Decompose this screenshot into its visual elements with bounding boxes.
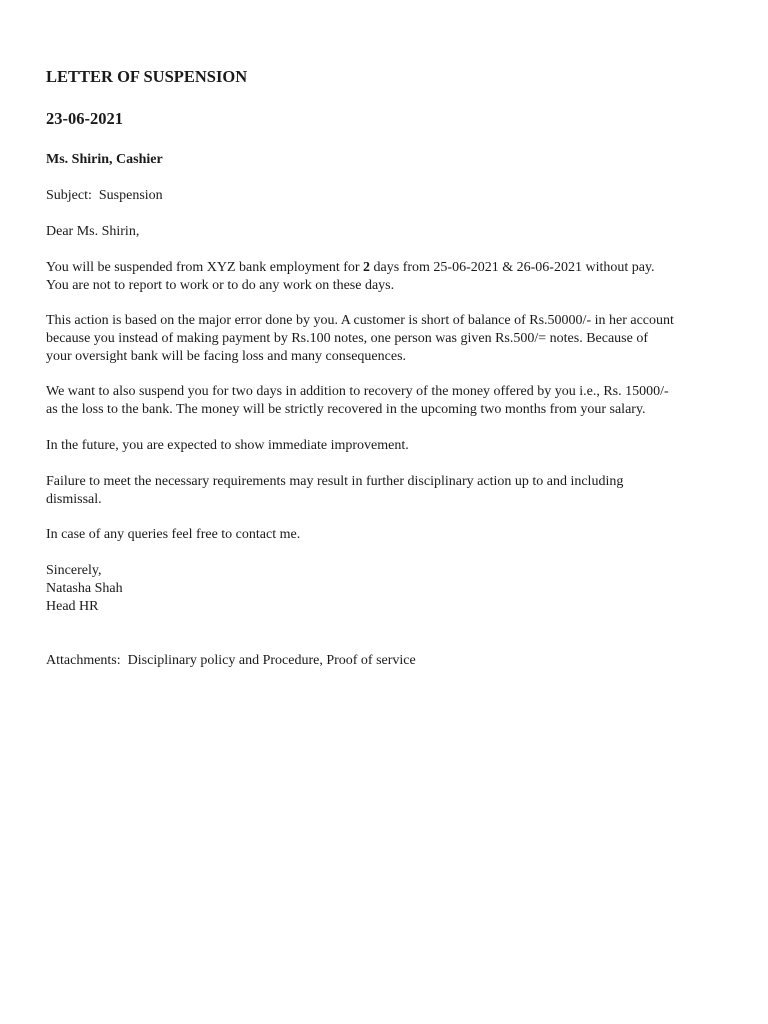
paragraph-reason xyxy=(46,312,736,366)
paragraph-line: You are not to report to work or to do any work on these days. xyxy=(46,278,395,293)
paragraph-contact xyxy=(46,526,736,544)
attachments-line xyxy=(46,652,416,670)
text-segment: You will be suspended from XYZ bank employment for xyxy=(46,260,364,275)
recipient-line: Ms. Shirin, Cashier xyxy=(46,152,163,167)
paragraph-line: dismissal. xyxy=(46,492,102,507)
suspension-days-count: 2 xyxy=(363,260,371,275)
paragraph-line: This action is based on the major error done by you. A customer is short of balance of Rs.50000/- in her account xyxy=(46,313,674,328)
valediction: Sincerely, xyxy=(46,563,102,578)
subject-value: Suspension xyxy=(98,188,163,203)
signer-name: Natasha Shah xyxy=(46,581,123,596)
closing-block xyxy=(46,562,123,616)
signer-title: Head HR xyxy=(46,599,99,614)
paragraph-suspension-terms xyxy=(46,259,736,295)
letter-title: LETTER OF SUSPENSION xyxy=(46,67,248,86)
paragraph-line: In the future, you are expected to show immediate improvement. xyxy=(46,438,409,453)
paragraph-warning xyxy=(46,473,736,509)
paragraph-line: because you instead of making payment by Rs.100 notes, one person was given Rs.500/= notes. Because of xyxy=(46,331,648,346)
attachments-value: Disciplinary policy and Procedure, Proof of service xyxy=(127,653,416,668)
paragraph-improvement xyxy=(46,437,736,455)
subject-line xyxy=(46,187,163,205)
paragraph-line: as the loss to the bank. The money will be strictly recovered in the upcoming two months from your salary. xyxy=(46,402,646,417)
paragraph-recovery xyxy=(46,383,736,419)
paragraph-line xyxy=(46,259,736,277)
paragraph-line: In case of any queries feel free to contact me. xyxy=(46,527,301,542)
paragraph-line: Failure to meet the necessary requirements may result in further disciplinary action up to and including xyxy=(46,474,624,489)
paragraph-line: We want to also suspend you for two days in addition to recovery of the money offered by you i.e., Rs. 15000/- xyxy=(46,384,669,399)
salutation: Dear Ms. Shirin, xyxy=(46,224,140,239)
paragraph-line: your oversight bank will be facing loss and many consequences. xyxy=(46,349,407,364)
text-segment: days from 25-06-2021 & 26-06-2021 without pay. xyxy=(370,260,655,275)
letter-date: 23-06-2021 xyxy=(46,109,123,128)
attachments-label: Attachments: xyxy=(46,653,121,668)
subject-label: Subject: xyxy=(46,188,92,203)
